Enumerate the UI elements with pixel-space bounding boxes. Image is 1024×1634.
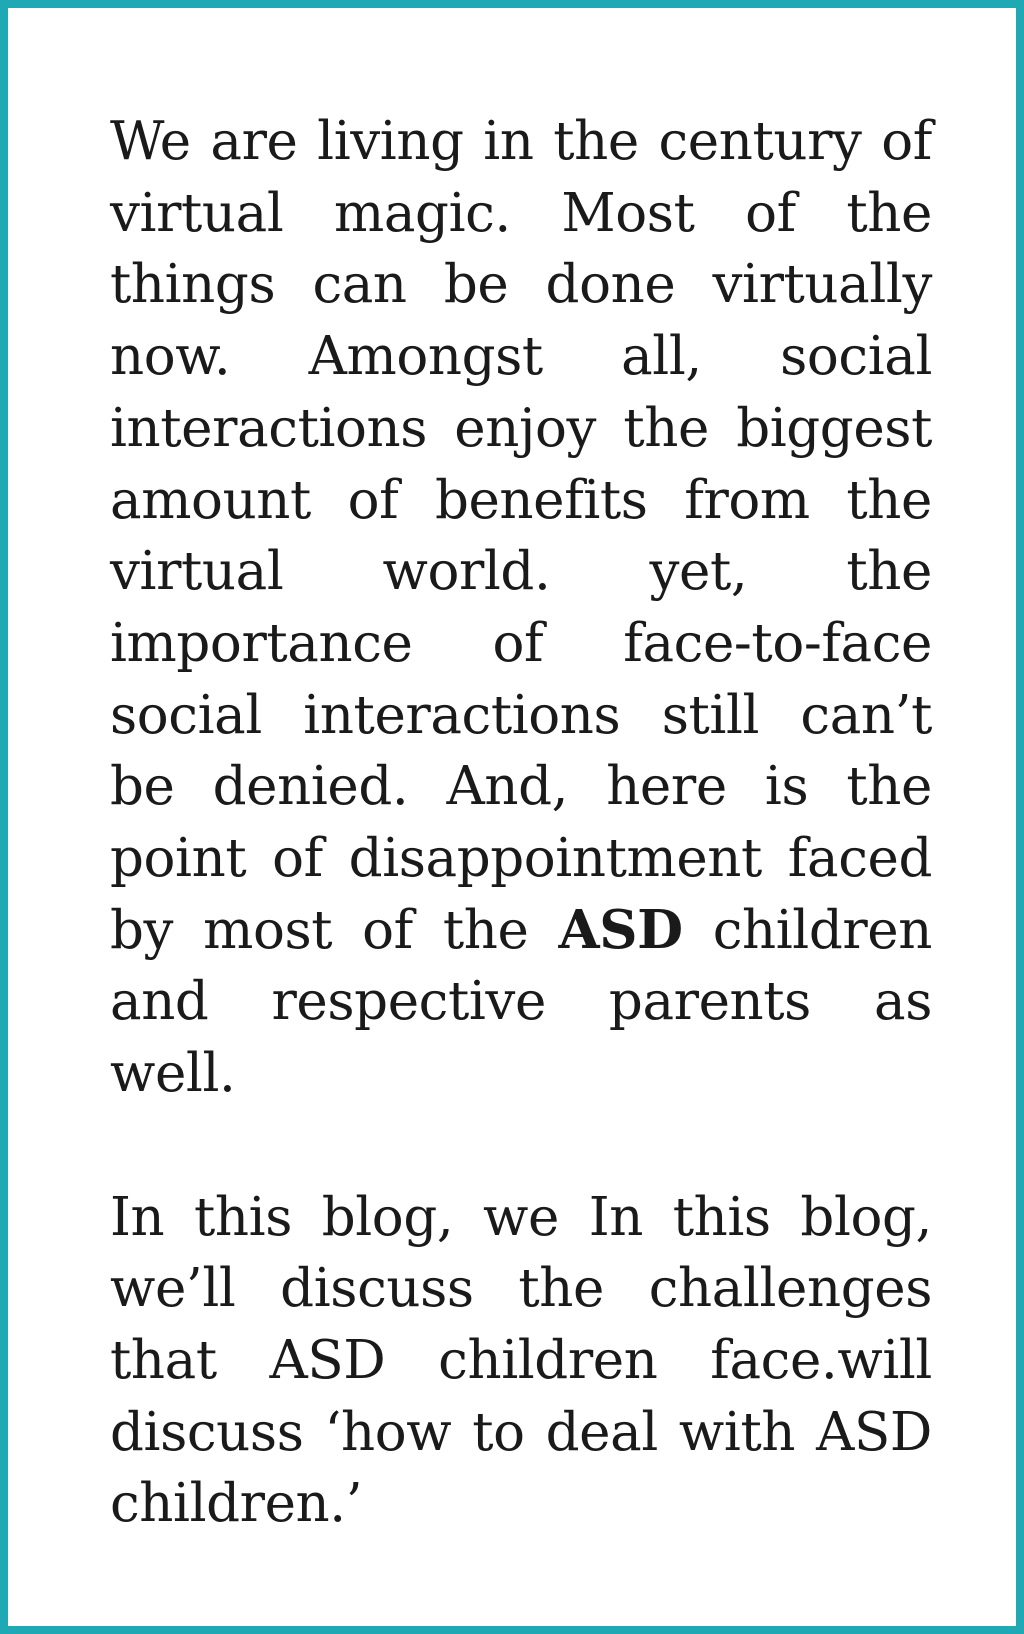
intro-text-start: We are living in the century of virtual magic. Most of the things can be done virtually now. Amongst all, social interactions enjoy the biggest amount of benefits from the virtual world. yet, the importance of face-to-face social interactions still can’t be denied. And, here is the point of disappointment faced by most of the [110,111,932,961]
asd-bold-term: ASD [558,898,683,961]
paragraph-intro [110,106,932,1110]
intro-text-end: children and respective parents as well. [110,899,933,1105]
paragraph-blog-topic: In this blog, we In this blog, we’ll discuss the challenges that ASD children face.will discuss ‘how to deal with ASD children.’ [110,1186,932,1535]
article-body [110,106,932,1540]
